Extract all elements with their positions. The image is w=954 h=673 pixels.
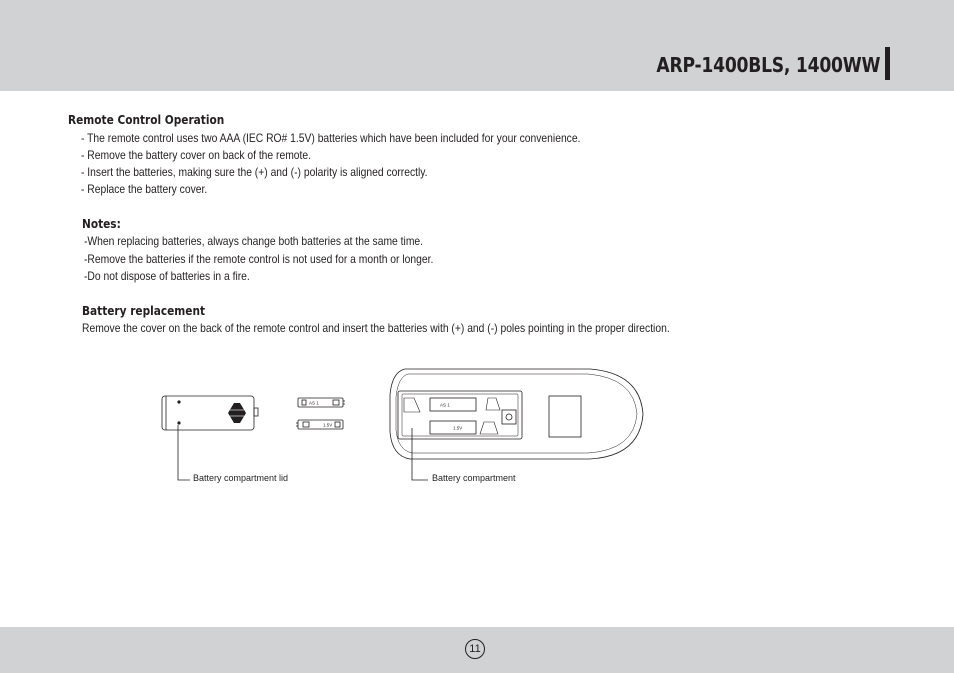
notes-line: -Do not dispose of batteries in a fire. xyxy=(84,269,250,283)
remote-control-line: - Replace the battery cover. xyxy=(81,182,208,196)
notes-line: -When replacing batteries, always change both batteries at the same time. xyxy=(84,234,424,248)
remote-control-line: - The remote control uses two AAA (IEC RO# 1.5V) batteries which have been included for your convenience. xyxy=(81,131,581,145)
battery-label: 1.5V xyxy=(323,422,333,428)
compartment-caption: Battery compartment xyxy=(432,473,516,483)
notes-heading: Notes: xyxy=(82,217,121,231)
notes-line: -Remove the batteries if the remote control is not used for a month or longer. xyxy=(84,252,434,266)
remote-control-line: - Insert the batteries, making sure the (+) and (-) polarity is aligned correctly. xyxy=(81,165,428,179)
compartment-battery-label: 1.5V xyxy=(453,425,463,431)
loose-batteries-drawing xyxy=(296,398,345,429)
page-title: ARP-1400BLS, 1400WW xyxy=(656,53,880,77)
battery-label: AS 1 xyxy=(309,400,319,406)
battery-replacement-text: Remove the cover on the back of the remote control and insert the batteries with (+) and (-) poles pointing in the proper direction. xyxy=(82,321,670,335)
lid-caption: Battery compartment lid xyxy=(193,473,289,483)
compartment-battery-label: AS 1 xyxy=(440,402,450,408)
battery-markings xyxy=(309,401,462,431)
page-number: 11 xyxy=(465,639,485,659)
remote-control-heading: Remote Control Operation xyxy=(68,113,225,127)
remote-back-drawing xyxy=(390,369,643,480)
remote-control-line: - Remove the battery cover on back of the remote. xyxy=(81,148,312,162)
battery-replacement-heading: Battery replacement xyxy=(82,304,206,318)
battery-lid-drawing xyxy=(162,396,258,480)
